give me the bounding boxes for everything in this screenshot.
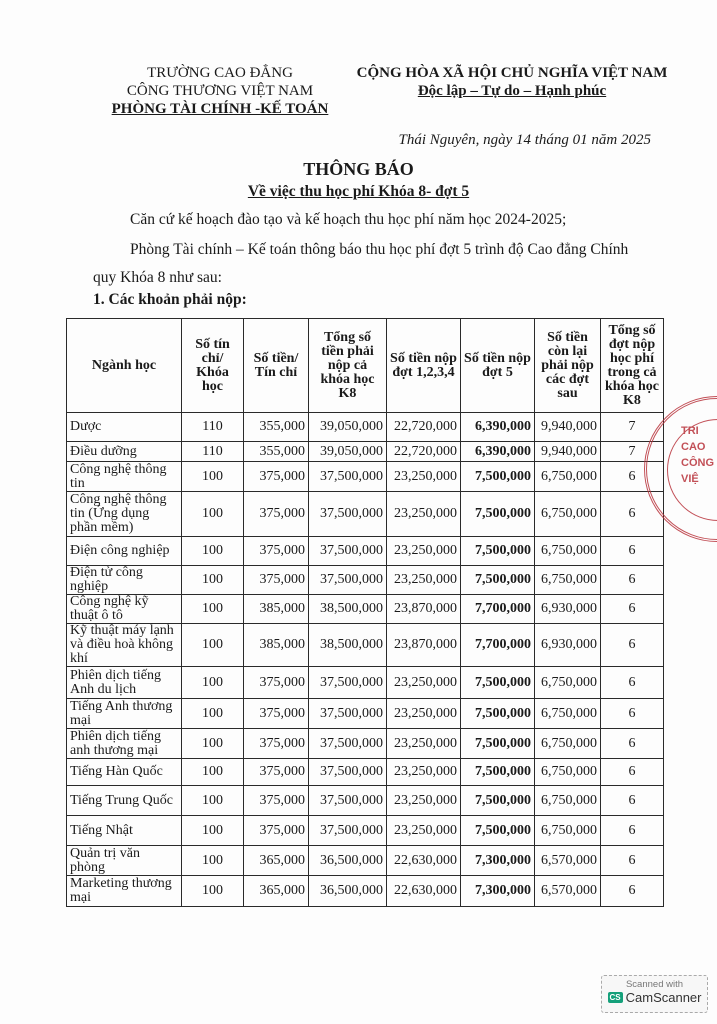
table-cell: 375,000 bbox=[244, 816, 309, 846]
table-cell: 6,750,000 bbox=[535, 786, 601, 816]
table-cell: 6 bbox=[601, 759, 664, 786]
paragraph-notice-line2: quy Khóa 8 như sau: bbox=[93, 269, 222, 286]
table-cell: 375,000 bbox=[244, 729, 309, 759]
table-row bbox=[67, 413, 664, 442]
paragraph-basis: Căn cứ kế hoạch đào tạo và kế hoạch thu học phí năm học 2024-2025; bbox=[130, 211, 567, 228]
table-cell: 6,570,000 bbox=[535, 846, 601, 876]
program-name: Phiên dịch tiếng anh thương mại bbox=[67, 729, 182, 759]
column-header: Số tiền nộp đợt 1,2,3,4 bbox=[387, 319, 461, 413]
table-cell: 6 bbox=[601, 816, 664, 846]
table-row bbox=[67, 786, 664, 816]
table-cell: 22,720,000 bbox=[387, 413, 461, 442]
table-row bbox=[67, 816, 664, 846]
table-cell: 23,250,000 bbox=[387, 537, 461, 566]
program-name: Điều dưỡng bbox=[67, 442, 182, 462]
table-cell: 6 bbox=[601, 876, 664, 907]
table-cell: 39,050,000 bbox=[309, 442, 387, 462]
table-cell: 100 bbox=[182, 537, 244, 566]
table-cell: 110 bbox=[182, 413, 244, 442]
table-cell: 37,500,000 bbox=[309, 816, 387, 846]
table-cell: 7,700,000 bbox=[461, 595, 535, 624]
table-cell: 100 bbox=[182, 462, 244, 492]
column-header: Ngành học bbox=[67, 319, 182, 413]
table-cell: 7,500,000 bbox=[461, 816, 535, 846]
table-cell: 23,250,000 bbox=[387, 492, 461, 537]
table-row bbox=[67, 595, 664, 624]
table-row bbox=[67, 759, 664, 786]
table-cell: 39,050,000 bbox=[309, 413, 387, 442]
table-cell: 6 bbox=[601, 492, 664, 537]
program-name: Công nghệ thông tin (Ứng dụng phần mềm) bbox=[67, 492, 182, 537]
table-cell: 6,390,000 bbox=[461, 413, 535, 442]
table-row bbox=[67, 699, 664, 729]
column-header: Số tiền còn lại phải nộp các đợt sau bbox=[535, 319, 601, 413]
table-cell: 6 bbox=[601, 786, 664, 816]
org-line-1: TRƯỜNG CAO ĐẲNG bbox=[147, 65, 293, 81]
table-cell: 22,630,000 bbox=[387, 876, 461, 907]
program-name: Công nghệ thông tin bbox=[67, 462, 182, 492]
table-cell: 7,500,000 bbox=[461, 492, 535, 537]
org-line-2: CÔNG THƯƠNG VIỆT NAM bbox=[126, 83, 314, 99]
program-name: Tiếng Nhật bbox=[67, 816, 182, 846]
table-row bbox=[67, 566, 664, 595]
program-name: Dược bbox=[67, 413, 182, 442]
table-cell: 23,250,000 bbox=[387, 759, 461, 786]
column-header: Số tiền/ Tín chỉ bbox=[244, 319, 309, 413]
document-date: Thái Nguyên, ngày 14 tháng 01 năm 2025 bbox=[398, 132, 651, 148]
table-cell: 38,500,000 bbox=[309, 595, 387, 624]
table-cell: 6 bbox=[601, 846, 664, 876]
table-cell: 23,250,000 bbox=[387, 816, 461, 846]
table-cell: 6,750,000 bbox=[535, 699, 601, 729]
table-cell: 365,000 bbox=[244, 876, 309, 907]
table-cell: 100 bbox=[182, 492, 244, 537]
table-cell: 6,390,000 bbox=[461, 442, 535, 462]
nation-title: CỘNG HÒA XÃ HỘI CHỦ NGHĨA VIỆT NAM bbox=[356, 65, 668, 81]
table-cell: 110 bbox=[182, 442, 244, 462]
program-name: Tiếng Trung Quốc bbox=[67, 786, 182, 816]
table-cell: 37,500,000 bbox=[309, 786, 387, 816]
table-cell: 6,750,000 bbox=[535, 729, 601, 759]
fee-table bbox=[66, 318, 664, 907]
table-cell: 23,250,000 bbox=[387, 699, 461, 729]
table-cell: 375,000 bbox=[244, 699, 309, 729]
table-cell: 375,000 bbox=[244, 537, 309, 566]
table-cell: 7,500,000 bbox=[461, 786, 535, 816]
table-row bbox=[67, 624, 664, 667]
table-cell: 6,570,000 bbox=[535, 876, 601, 907]
table-cell: 6 bbox=[601, 624, 664, 667]
table-cell: 365,000 bbox=[244, 846, 309, 876]
table-cell: 375,000 bbox=[244, 566, 309, 595]
table-cell: 37,500,000 bbox=[309, 699, 387, 729]
table-cell: 23,250,000 bbox=[387, 667, 461, 699]
table-cell: 7,500,000 bbox=[461, 699, 535, 729]
table-cell: 22,720,000 bbox=[387, 442, 461, 462]
stamp-text: TRI CAO CÔNG VIỆ bbox=[681, 425, 714, 485]
table-cell: 23,250,000 bbox=[387, 462, 461, 492]
table-cell: 375,000 bbox=[244, 759, 309, 786]
table-cell: 375,000 bbox=[244, 462, 309, 492]
table-cell: 37,500,000 bbox=[309, 729, 387, 759]
table-cell: 7,300,000 bbox=[461, 846, 535, 876]
national-header bbox=[352, 64, 672, 100]
camscanner-logo-icon: CS bbox=[609, 993, 621, 1002]
table-cell: 37,500,000 bbox=[309, 566, 387, 595]
table-row bbox=[67, 537, 664, 566]
table-header-row bbox=[67, 319, 664, 413]
table-cell: 100 bbox=[182, 759, 244, 786]
program-name: Công nghệ kỹ thuật ô tô bbox=[67, 595, 182, 624]
table-cell: 100 bbox=[182, 699, 244, 729]
table-cell: 100 bbox=[182, 729, 244, 759]
table-row bbox=[67, 846, 664, 876]
table-cell: 100 bbox=[182, 816, 244, 846]
table-cell: 355,000 bbox=[244, 442, 309, 462]
table-cell: 6 bbox=[601, 537, 664, 566]
column-header: Tổng số đợt nộp học phí trong cả khóa học K8 bbox=[601, 319, 664, 413]
table-cell: 7,300,000 bbox=[461, 876, 535, 907]
table-cell: 6,750,000 bbox=[535, 537, 601, 566]
table-cell: 6 bbox=[601, 595, 664, 624]
program-name: Phiên dịch tiếng Anh du lịch bbox=[67, 667, 182, 699]
table-cell: 375,000 bbox=[244, 786, 309, 816]
column-header: Số tiền nộp đợt 5 bbox=[461, 319, 535, 413]
table-cell: 9,940,000 bbox=[535, 442, 601, 462]
document-title: THÔNG BÁO bbox=[303, 159, 414, 179]
department-name: PHÒNG TÀI CHÍNH -KẾ TOÁN bbox=[111, 101, 329, 117]
program-name: Tiếng Anh thương mại bbox=[67, 699, 182, 729]
table-cell: 37,500,000 bbox=[309, 667, 387, 699]
nation-motto: Độc lập – Tự do – Hạnh phúc bbox=[417, 83, 607, 99]
program-name: Điện công nghiệp bbox=[67, 537, 182, 566]
column-header: Số tín chỉ/ Khóa học bbox=[182, 319, 244, 413]
table-cell: 36,500,000 bbox=[309, 846, 387, 876]
table-cell: 37,500,000 bbox=[309, 537, 387, 566]
program-name: Quản trị văn phòng bbox=[67, 846, 182, 876]
table-cell: 38,500,000 bbox=[309, 624, 387, 667]
table-cell: 385,000 bbox=[244, 624, 309, 667]
table-cell: 100 bbox=[182, 566, 244, 595]
table-cell: 23,870,000 bbox=[387, 624, 461, 667]
camscanner-watermark bbox=[601, 975, 708, 1013]
paragraph-notice-line1: Phòng Tài chính – Kế toán thông báo thu học phí đợt 5 trình độ Cao đẳng Chính bbox=[130, 241, 629, 258]
program-name: Điện tử công nghiệp bbox=[67, 566, 182, 595]
table-cell: 6 bbox=[601, 667, 664, 699]
table-cell: 375,000 bbox=[244, 667, 309, 699]
table-cell: 7 bbox=[601, 442, 664, 462]
table-cell: 6 bbox=[601, 462, 664, 492]
table-cell: 7,700,000 bbox=[461, 624, 535, 667]
table-cell: 100 bbox=[182, 624, 244, 667]
table-cell: 6 bbox=[601, 566, 664, 595]
table-cell: 7,500,000 bbox=[461, 566, 535, 595]
table-cell: 6,930,000 bbox=[535, 595, 601, 624]
document-subtitle: Về việc thu học phí Khóa 8- đợt 5 bbox=[247, 183, 470, 200]
table-cell: 6 bbox=[601, 729, 664, 759]
table-cell: 7,500,000 bbox=[461, 759, 535, 786]
table-row bbox=[67, 667, 664, 699]
table-cell: 6,750,000 bbox=[535, 667, 601, 699]
table-cell: 6,750,000 bbox=[535, 816, 601, 846]
program-name: Tiếng Hàn Quốc bbox=[67, 759, 182, 786]
table-row bbox=[67, 492, 664, 537]
table-cell: 22,630,000 bbox=[387, 846, 461, 876]
table-cell: 23,250,000 bbox=[387, 786, 461, 816]
table-row bbox=[67, 729, 664, 759]
program-name: Marketing thương mại bbox=[67, 876, 182, 907]
org-header bbox=[95, 64, 345, 118]
table-cell: 375,000 bbox=[244, 492, 309, 537]
table-cell: 100 bbox=[182, 846, 244, 876]
section-heading-fees: 1. Các khoản phải nộp: bbox=[93, 291, 247, 308]
watermark-caption: Scanned with bbox=[625, 979, 684, 990]
table-cell: 37,500,000 bbox=[309, 462, 387, 492]
table-cell: 9,940,000 bbox=[535, 413, 601, 442]
table-cell: 6,750,000 bbox=[535, 492, 601, 537]
table-cell: 100 bbox=[182, 876, 244, 907]
table-cell: 355,000 bbox=[244, 413, 309, 442]
table-cell: 6 bbox=[601, 699, 664, 729]
table-cell: 37,500,000 bbox=[309, 492, 387, 537]
table-cell: 6,750,000 bbox=[535, 759, 601, 786]
table-cell: 100 bbox=[182, 595, 244, 624]
table-cell: 100 bbox=[182, 667, 244, 699]
table-row bbox=[67, 442, 664, 462]
table-row bbox=[67, 462, 664, 492]
table-cell: 6,930,000 bbox=[535, 624, 601, 667]
table-cell: 23,250,000 bbox=[387, 729, 461, 759]
table-cell: 7,500,000 bbox=[461, 462, 535, 492]
table-cell: 385,000 bbox=[244, 595, 309, 624]
table-row bbox=[67, 876, 664, 907]
table-cell: 7,500,000 bbox=[461, 667, 535, 699]
table-cell: 100 bbox=[182, 786, 244, 816]
table-cell: 7,500,000 bbox=[461, 537, 535, 566]
table-cell: 7 bbox=[601, 413, 664, 442]
table-cell: 6,750,000 bbox=[535, 566, 601, 595]
table-cell: 37,500,000 bbox=[309, 759, 387, 786]
table-cell: 23,870,000 bbox=[387, 595, 461, 624]
program-name: Kỹ thuật máy lạnh và điều hoà không khí bbox=[67, 624, 182, 667]
watermark-brand: CamScanner bbox=[625, 990, 702, 1005]
table-cell: 6,750,000 bbox=[535, 462, 601, 492]
table-cell: 23,250,000 bbox=[387, 566, 461, 595]
table-cell: 36,500,000 bbox=[309, 876, 387, 907]
table-cell: 7,500,000 bbox=[461, 729, 535, 759]
column-header: Tổng số tiền phải nộp cả khóa học K8 bbox=[309, 319, 387, 413]
